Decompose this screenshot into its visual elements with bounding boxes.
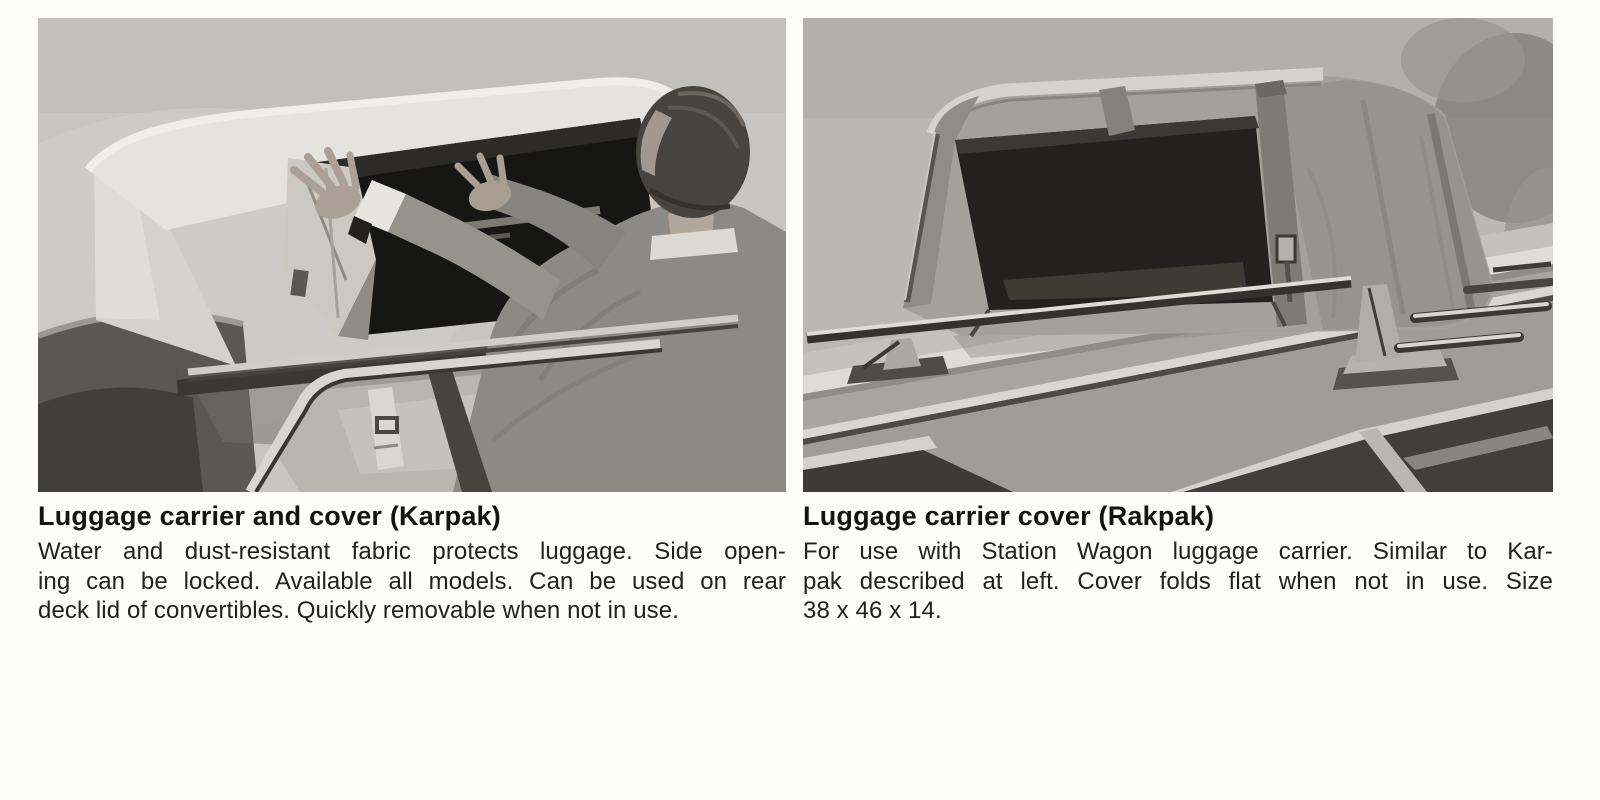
karpak-body-line-2: ing can be locked. Available all models. Can be used on rear: [38, 567, 786, 595]
karpak-body: [38, 537, 786, 626]
rakpak-body-line-1: For use with Station Wagon luggage carrier. Similar to Kar-: [803, 538, 1553, 565]
karpak-heading: Luggage carrier and cover (Karpak): [38, 501, 501, 531]
karpak-body-line-3: deck lid of convertibles. Quickly removable when not in use.: [38, 597, 679, 624]
karpak-body-line-1: Water and dust-resistant fabric protects luggage. Side open-: [38, 538, 786, 565]
rakpak-body-line-3: 38 x 46 x 14.: [803, 597, 942, 624]
rakpak-section: [803, 18, 1553, 626]
rakpak-heading: Luggage carrier cover (Rakpak): [803, 501, 1215, 531]
rakpak-body-line-2: pak described at left. Cover folds flat when not in use. Size: [803, 567, 1553, 595]
rakpak-photo-illustration: [803, 18, 1553, 492]
karpak-photo: [38, 18, 786, 492]
karpak-photo-illustration: [38, 18, 786, 492]
rakpak-photo: [803, 18, 1553, 492]
karpak-section: [38, 18, 786, 626]
rakpak-body: [803, 537, 1553, 626]
